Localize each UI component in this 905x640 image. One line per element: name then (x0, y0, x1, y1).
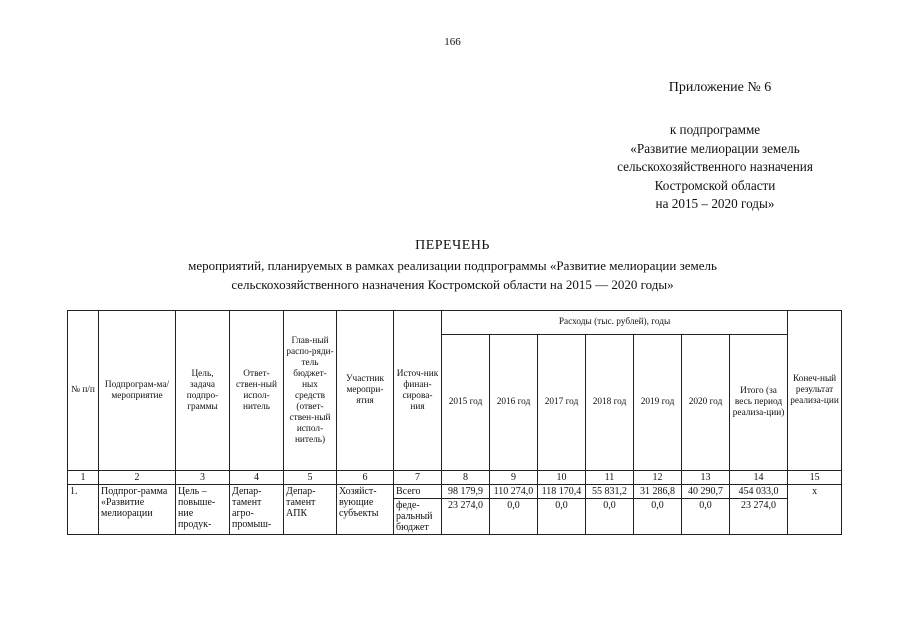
row-program-text: Подпрог-рамма «Развитие мелиорации (101, 486, 168, 519)
row-program (99, 485, 176, 535)
row-goal (176, 485, 230, 535)
column-number: 7 (394, 471, 442, 485)
subtitle-line: на 2015 – 2020 годы» (655, 196, 775, 211)
header-goal: Цель, задача подпро-граммы (176, 311, 230, 471)
column-number: 4 (230, 471, 284, 485)
header-year: 2018 год (586, 335, 634, 471)
value-cell: 55 831,2 (586, 485, 634, 499)
column-number: 14 (730, 471, 788, 485)
appendix-label: Приложение № 6 (668, 80, 772, 95)
header-year: 2016 год (490, 335, 538, 471)
activities-table (67, 310, 842, 535)
source-total: Всего (394, 485, 442, 499)
header-program: Подпрограм-ма/ мероприятие (99, 311, 176, 471)
header-year: 2019 год (634, 335, 682, 471)
subtitle-line: сельскохозяйственного назначения (617, 159, 813, 174)
column-number: 12 (634, 471, 682, 485)
column-number: 11 (586, 471, 634, 485)
header-total: Итого (за весь период реализа-ции) (730, 335, 788, 471)
value-cell: 0,0 (490, 499, 538, 535)
row-participant (337, 485, 394, 535)
value-cell: 23 274,0 (442, 499, 490, 535)
row-executor-text: Депар-тамент агро-промыш- (232, 486, 272, 530)
subtitle-line: к подпрограмме (669, 122, 761, 137)
header-year: 2015 год (442, 335, 490, 471)
header-executor: Ответ-ствен-ный испол-нитель (230, 311, 284, 471)
value-cell: 110 274,0 (490, 485, 538, 499)
header-expenses: Расходы (тыс. рублей), годы (442, 311, 788, 335)
value-total-cell: 454 033,0 (730, 485, 788, 499)
header-num: № п/п (68, 311, 99, 471)
column-number: 15 (788, 471, 842, 485)
column-number: 8 (442, 471, 490, 485)
document-title: ПЕРЕЧЕНЬ (415, 238, 490, 253)
column-number: 1 (68, 471, 99, 485)
header-result: Конеч-ный результат реализа-ции (788, 311, 842, 471)
heading-line: мероприятий, планируемых в рамках реализации подпрограммы «Развитие мелиорации земель (188, 258, 717, 273)
header-source: Источ-ник финан-сирова-ния (394, 311, 442, 471)
appendix-subtitle (560, 121, 870, 214)
header-manager: Глав-ный распо-ряди-тель бюджет-ных средств (ответ-ствен-ный испол-нитель) (284, 311, 337, 471)
row-result: х (788, 485, 842, 535)
row-goal-text: Цель – повыше-ние продук- (178, 486, 216, 530)
row-manager (284, 485, 337, 535)
value-cell: 98 179,9 (442, 485, 490, 499)
column-number: 9 (490, 471, 538, 485)
header-participant: Участник меропри-ятия (337, 311, 394, 471)
value-cell: 118 170,4 (538, 485, 586, 499)
value-cell: 40 290,7 (682, 485, 730, 499)
column-number: 10 (538, 471, 586, 485)
page-number: 166 (444, 36, 461, 48)
column-number: 13 (682, 471, 730, 485)
row-participant-text: Хозяйст-вующие субъекты (339, 486, 379, 519)
subtitle-line: Костромской области (654, 177, 776, 193)
column-number: 6 (337, 471, 394, 485)
row-manager-text: Депар-тамент АПК (286, 486, 316, 519)
source-federal: феде-ральный бюджет (394, 499, 442, 535)
value-cell: 0,0 (538, 499, 586, 535)
header-year: 2017 год (538, 335, 586, 471)
row-executor (230, 485, 284, 535)
row-num: 1. (68, 485, 99, 535)
subtitle-line: «Развитие мелиорации земель (630, 140, 800, 156)
column-number: 5 (284, 471, 337, 485)
heading-line: сельскохозяйственного назначения Костромской области на 2015 — 2020 годы» (231, 277, 674, 292)
value-cell: 0,0 (634, 499, 682, 535)
header-year: 2020 год (682, 335, 730, 471)
column-number: 2 (99, 471, 176, 485)
value-cell: 0,0 (682, 499, 730, 535)
document-heading (0, 256, 905, 294)
column-number: 3 (176, 471, 230, 485)
value-total-cell: 23 274,0 (730, 499, 788, 535)
value-cell: 0,0 (586, 499, 634, 535)
value-cell: 31 286,8 (634, 485, 682, 499)
